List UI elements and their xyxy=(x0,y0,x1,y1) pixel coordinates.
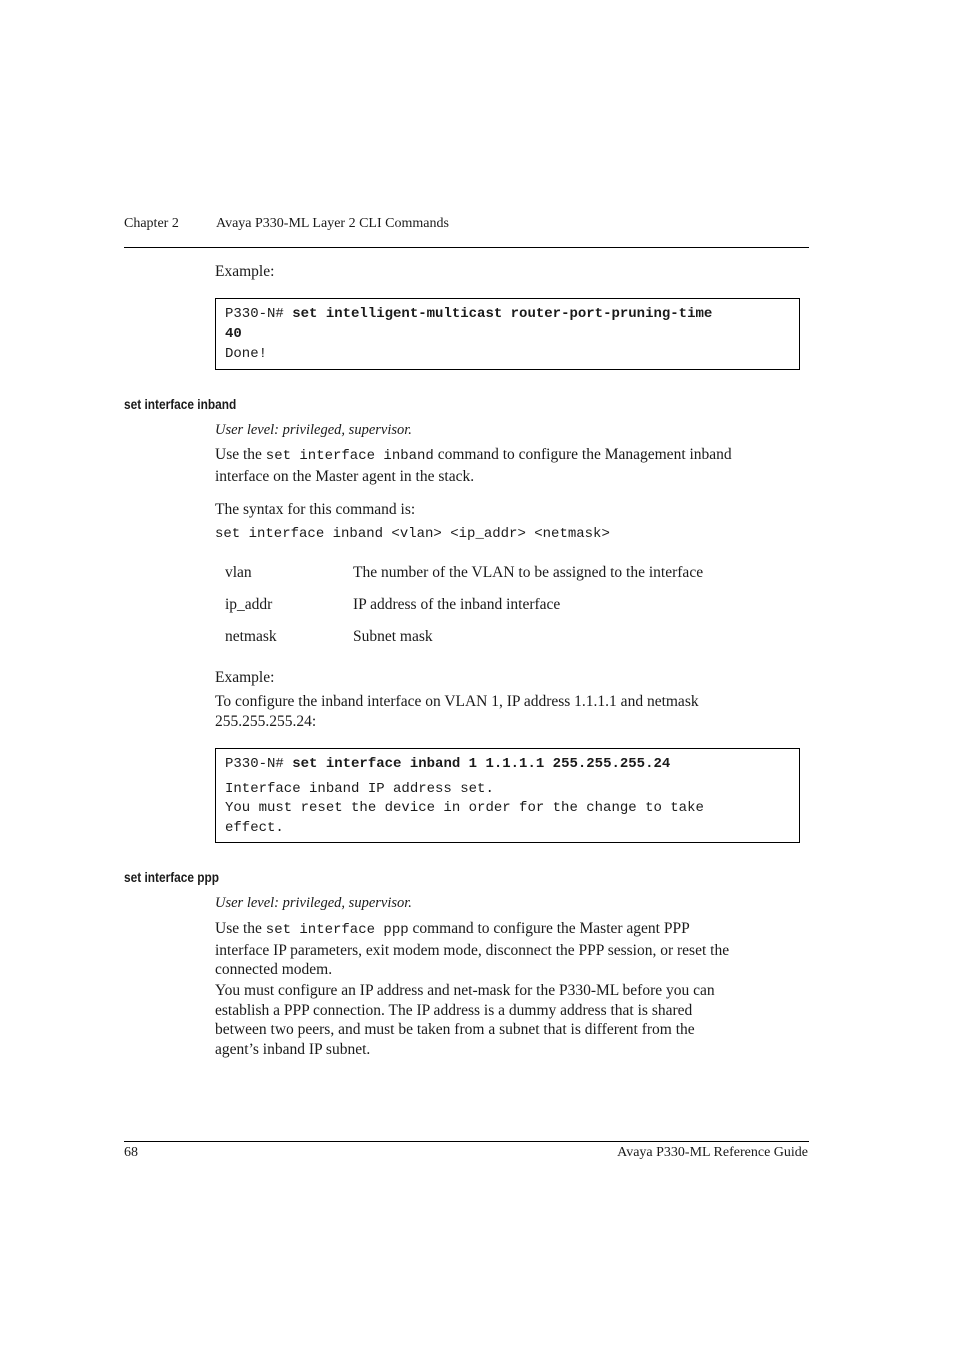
syntax-intro: The syntax for this command is: xyxy=(215,501,416,518)
desc-text: Use the xyxy=(215,920,266,937)
ppp-paragraph xyxy=(215,981,815,1059)
section-heading-inband: set interface inband xyxy=(124,397,237,412)
para-text: You must configure an IP address and net-mask for the P330-ML before you can xyxy=(215,982,715,999)
code-command: set intelligent-multicast router-port-pruning-time xyxy=(292,306,713,322)
code-output: Interface inband IP address set. xyxy=(225,780,494,797)
inline-command: set interface inband xyxy=(265,448,434,464)
section-heading-ppp: set interface ppp xyxy=(124,870,220,885)
param-name: vlan xyxy=(225,564,252,581)
page-number: 68 xyxy=(124,1145,138,1160)
footer-rule xyxy=(124,1141,809,1142)
para-text: establish a PPP connection. The IP address is a dummy address that is shared xyxy=(215,1001,693,1019)
param-name: ip_addr xyxy=(225,596,273,613)
code-command-continued: 40 xyxy=(225,325,242,342)
para-text: agent’s inband IP subnet. xyxy=(215,1040,371,1058)
code-prompt: P330-N# xyxy=(225,756,293,772)
desc-text: interface on the Master agent in the stack. xyxy=(215,467,475,485)
desc-text: interface IP parameters, exit modem mode, disconnect the PPP session, or reset the xyxy=(215,941,730,959)
example-description xyxy=(215,692,815,731)
example-label: Example: xyxy=(215,263,275,280)
param-name: netmask xyxy=(225,628,277,645)
user-level-ppp: User level: privileged, supervisor. xyxy=(215,895,412,911)
inline-command: set interface ppp xyxy=(265,922,409,938)
code-output: Done! xyxy=(225,346,268,362)
code-block-example-2 xyxy=(215,748,800,843)
desc-text: To configure the inband interface on VLAN 1, IP address 1.1.1.1 and netmask xyxy=(215,693,699,710)
para-text: between two peers, and must be taken from a subnet that is different from the xyxy=(215,1021,695,1038)
desc-text: command to configure the Management inband xyxy=(433,446,732,463)
param-desc: Subnet mask xyxy=(353,628,433,645)
desc-text: connected modem. xyxy=(215,961,333,978)
desc-text: 255.255.255.24: xyxy=(215,712,317,730)
code-command: set interface inband 1 1.1.1.1 255.255.255.24 xyxy=(292,756,671,772)
param-desc: The number of the VLAN to be assigned to the interface xyxy=(353,564,704,581)
param-desc: IP address of the inband interface xyxy=(353,596,561,613)
code-block-example-1 xyxy=(215,298,800,370)
code-prompt: P330-N# xyxy=(225,306,293,322)
inband-description xyxy=(215,445,815,486)
ppp-description xyxy=(215,919,815,980)
header-rule xyxy=(124,247,809,248)
user-level-inband: User level: privileged, supervisor. xyxy=(215,422,412,438)
desc-text: Use the xyxy=(215,446,266,463)
code-output: You must reset the device in order for the change to take xyxy=(225,800,704,816)
code-output: effect. xyxy=(225,819,284,836)
desc-text: command to configure the Master agent PPP xyxy=(408,920,690,937)
header-title: Avaya P330-ML Layer 2 CLI Commands xyxy=(216,216,449,231)
footer-guide-title: Avaya P330-ML Reference Guide xyxy=(617,1145,808,1160)
header-chapter: Chapter 2 xyxy=(124,216,179,231)
example-label: Example: xyxy=(215,669,275,686)
syntax-line: set interface inband <vlan> <ip_addr> <netmask> xyxy=(215,526,610,542)
